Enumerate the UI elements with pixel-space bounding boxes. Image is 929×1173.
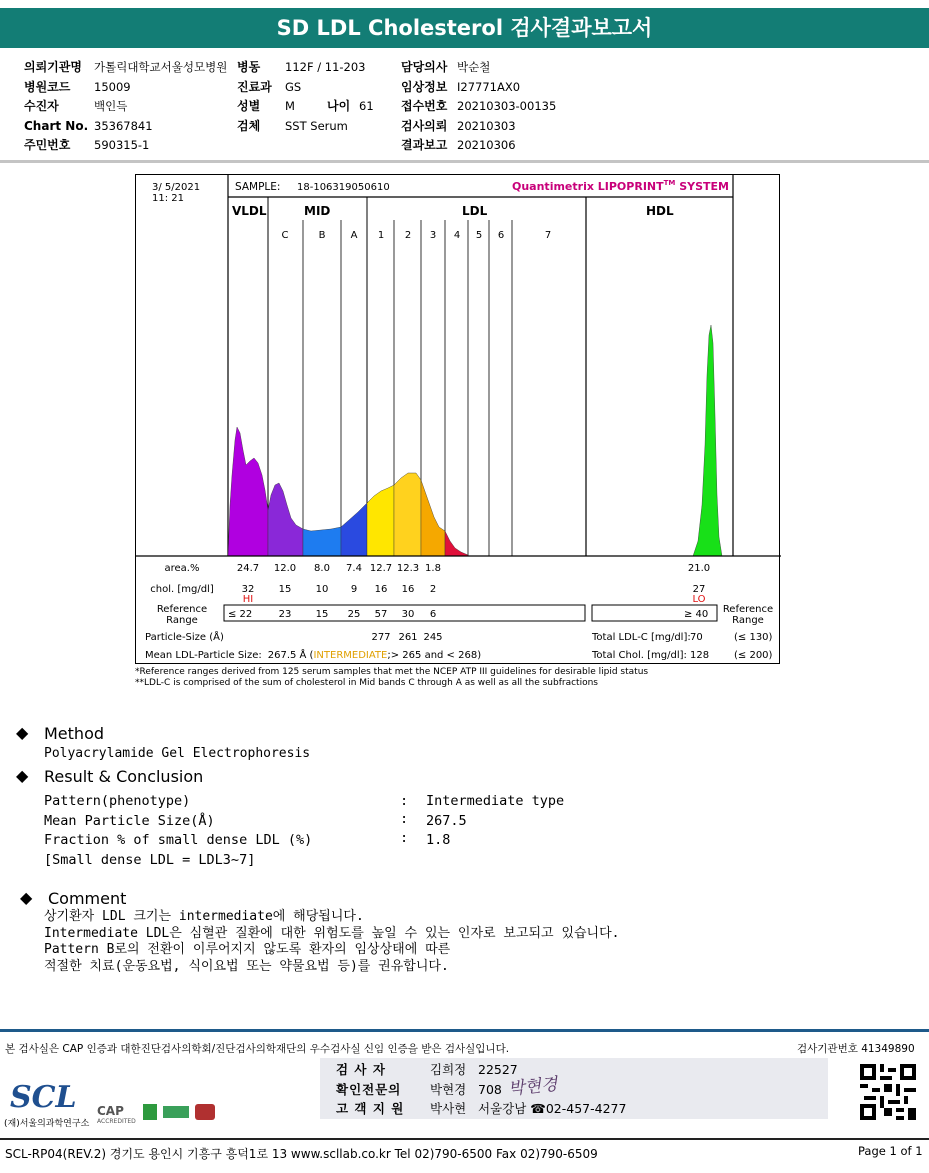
area-label: area.% [164,563,200,574]
flag-hi: HI [242,594,254,605]
band-label: 1 [377,230,385,241]
chol-value: 16 [374,584,388,595]
band-labels [282,230,552,241]
header-value: 20210303 [457,118,516,133]
accreditation-badge-icon [143,1104,157,1120]
system-name: Quantimetrix LIPOPRINT™ SYSTEM [512,179,729,193]
header-label: 수진자 [24,99,59,113]
area-row [165,563,711,574]
header-label: 병동 [237,60,261,74]
result-value: 267.5 [426,813,467,829]
bullet-diamond-icon: ◆ [16,723,29,742]
bottom-divider [0,1138,929,1140]
header-label: 접수번호 [401,99,448,113]
header-label: 검사의뢰 [401,118,448,133]
mean-row [145,648,773,661]
header-value: 20210303-00135 [457,99,557,113]
comment-line: Pattern B로의 전환이 이루어지지 않도록 환자의 임상상태에 따른 [44,942,451,957]
total-ldl-value: 70 [690,632,703,643]
run-date: 3/ 5/2021 [152,182,201,193]
lab-number: 검사기관번호 41349890 [797,1043,915,1055]
chol-value: 32 [241,584,255,595]
header-label: 주민번호 [24,138,71,152]
header-label: Chart No. [24,118,89,133]
staff-list [336,1060,626,1119]
bullet-diamond-icon: ◆ [20,888,33,907]
staff-role: 검 사 자 [336,1062,386,1077]
header-value: 20210306 [457,138,516,152]
vldl-peak [228,427,268,556]
area-value: 12.0 [273,563,297,574]
scl-logo-sub: (재)서울의과학연구소 [4,1119,90,1129]
reference-row [157,604,773,626]
staff-extra: 22527 [478,1062,518,1077]
total-chol-label: Total Chol. [mg/dl]: [592,650,687,661]
ldl2-peak [394,473,421,556]
sample-value: 18-106319050610 [297,182,390,193]
comment-line: 상기환자 LDL 크기는 intermediate에 해당됩니다. [44,909,364,924]
ldl4-peak [445,531,468,556]
header-divider [0,160,929,163]
signature: 박현경 [507,1074,559,1100]
header-label: 결과보고 [401,138,448,152]
header-label: 성별 [237,99,261,113]
result-colon: : [400,811,409,827]
band-label: B [318,230,326,241]
chol-label: chol. [mg/dl] [150,584,214,595]
header-label: 임상정보 [401,79,448,94]
result-colon: : [400,830,409,846]
header-value: M [285,99,295,113]
chol-hdl: 27 [692,584,706,595]
method-heading: Method [44,724,105,743]
result-value: Intermediate type [426,793,565,809]
band-label: 7 [544,230,552,241]
staff-role: 확인전문의 [336,1081,402,1097]
area-value: 12.3 [396,563,420,574]
band-label: 5 [475,230,483,241]
ref-label-right: Reference [722,604,774,615]
chol-value: 15 [278,584,292,595]
group-vldl: VLDL [232,204,267,218]
bottom-address: SCL-RP04(REV.2) 경기도 용인시 기흥구 흥덕1로 13 www.scllab.co.kr Tel 02)790-6500 Fax 02)790-6509 [5,1147,598,1161]
ldl1-peak [367,485,394,556]
header-value: 박순철 [457,60,491,74]
particle-value: 277 [371,632,391,643]
area-value: 12.7 [369,563,393,574]
scl-logo: SCL [10,1080,77,1115]
staff-role: 고 객 지 원 [336,1101,405,1116]
header-value: 가톨릭대학교서울성모병원 [94,60,228,74]
footer-divider [0,1029,929,1032]
report-title: SD LDL Cholesterol 검사결과보고서 [0,8,929,48]
flag-lo: LO [692,594,706,605]
total-ldl-ref: (≤ 130) [734,632,773,643]
ref-value: ≤ 22 [228,609,253,620]
result-note: [Small dense LDL = LDL3~7] [44,852,256,868]
ref-hdl: ≥ 40 [684,609,709,620]
band-label: 2 [404,230,412,241]
age-label: 나이 [327,99,351,113]
staff-name: 박사현 [430,1101,467,1116]
staff-extra: 서울강남 ☎02-457-4277 [478,1101,627,1116]
comment-line: 적절한 치료(운동요법, 식이요법 또는 약물요법 등)를 권유합니다. [44,958,449,974]
header-col2 [237,56,374,134]
group-ldl: LDL [462,204,488,218]
header-col1 [24,56,227,154]
footnote-2: **LDL-C is comprised of the sum of cholesterol in Mid bands C through A as well as all the subfractions [135,678,598,688]
result-label: Mean Particle Size(Å) [44,813,215,829]
band-label: 4 [453,230,461,241]
comment-heading: Comment [48,889,127,908]
total-chol-ref: (≤ 200) [734,650,773,661]
result-label: Pattern(phenotype) [44,793,191,809]
page-number: Page 1 of 1 [858,1144,923,1158]
header-label: 담당의사 [401,60,448,74]
lipoprint-chart [136,175,781,665]
header-value: 15009 [94,79,131,94]
sample-label: SAMPLE: [235,181,281,193]
header-value: 112F / 11-203 [285,60,366,74]
header-label: 의뢰기관명 [24,60,82,74]
chol-row [150,584,705,605]
header-label: 검체 [237,118,261,133]
result-value: 1.8 [426,832,451,848]
band-label: A [350,230,358,241]
age-value: 61 [359,99,374,113]
ref-value: 23 [278,609,292,620]
band-label: 6 [497,230,505,241]
particle-value: 261 [398,632,418,643]
area-value: 1.8 [425,563,441,574]
area-value: 8.0 [314,563,330,574]
band-label: C [281,230,289,241]
chol-value: 16 [401,584,415,595]
accreditation-badge-icon [195,1104,215,1120]
comment-line: Intermediate LDL은 심혈관 질환에 대한 위험도를 높일 수 있는 인자로 보고되고 있습니다. [44,925,620,941]
result-colon: : [400,793,409,809]
result-label: Fraction % of small dense LDL (%) [44,832,313,848]
group-hdl: HDL [646,204,674,218]
mid-a-peak [341,503,367,556]
total-chol-value: 128 [690,650,710,661]
lipoprint-panel [135,174,780,664]
particle-label: Particle-Size (Å) [145,632,224,643]
hdl-peak [693,325,722,556]
bullet-diamond-icon: ◆ [16,766,29,785]
ref-label: Reference [156,604,208,615]
ref-value: 57 [374,609,388,620]
mean-size: Mean LDL-Particle Size: 267.5 Å (INTERMEDIATE;> 265 and < 268) [145,650,482,661]
band-label: 3 [429,230,437,241]
particle-row [145,630,773,643]
header-value: 590315-1 [94,138,150,152]
ref-value: 30 [401,609,415,620]
header-label: 진료과 [237,79,272,94]
ref-value: 15 [315,609,329,620]
mid-c-peak [268,483,303,556]
chol-value: 2 [429,584,437,595]
mid-b-peak [303,527,341,556]
accreditation-badge-icon [163,1106,189,1118]
cap-logo: CAP ACCREDITED [97,1104,136,1125]
area-hdl: 21.0 [687,563,711,574]
header-value: GS [285,79,302,94]
ref-label: Range [166,615,198,626]
header-value: 백인득 [94,99,128,113]
qr-code-icon [860,1064,916,1120]
header-value: 35367841 [94,118,153,133]
run-time: 11: 21 [152,193,184,204]
particle-value: 245 [423,632,443,643]
ref-value: 6 [429,609,437,620]
ldl3-peak [421,480,445,556]
method-text: Polyacrylamide Gel Electrophoresis [44,746,311,761]
header-value: I27771AX0 [457,79,521,94]
chol-value: 9 [350,584,358,595]
header-value: SST Serum [285,118,348,133]
ref-label-right: Range [732,615,764,626]
footnote-1: *Reference ranges derived from 125 serum samples that met the NCEP ATP III guidelines for desirable lipid status [135,667,649,677]
area-value: 24.7 [236,563,260,574]
staff-name: 박현경 [430,1081,467,1097]
ref-value: 25 [347,609,361,620]
result-heading: Result & Conclusion [44,767,204,786]
header-label: 병원코드 [24,79,71,94]
staff-extra: 708 [478,1081,502,1097]
staff-name: 김희정 [430,1062,467,1077]
group-mid: MID [304,204,331,218]
header-col3 [401,56,556,154]
total-ldl-label: Total LDL-C [mg/dl]: [592,632,691,643]
area-value: 7.4 [346,563,362,574]
cert-statement: 본 검사실은 CAP 인증과 대한진단검사의학회/진단검사의학재단의 우수검사실 신임 인증을 받은 검사실입니다. [5,1043,510,1055]
comment-body [44,909,620,975]
chol-value: 10 [315,584,329,595]
